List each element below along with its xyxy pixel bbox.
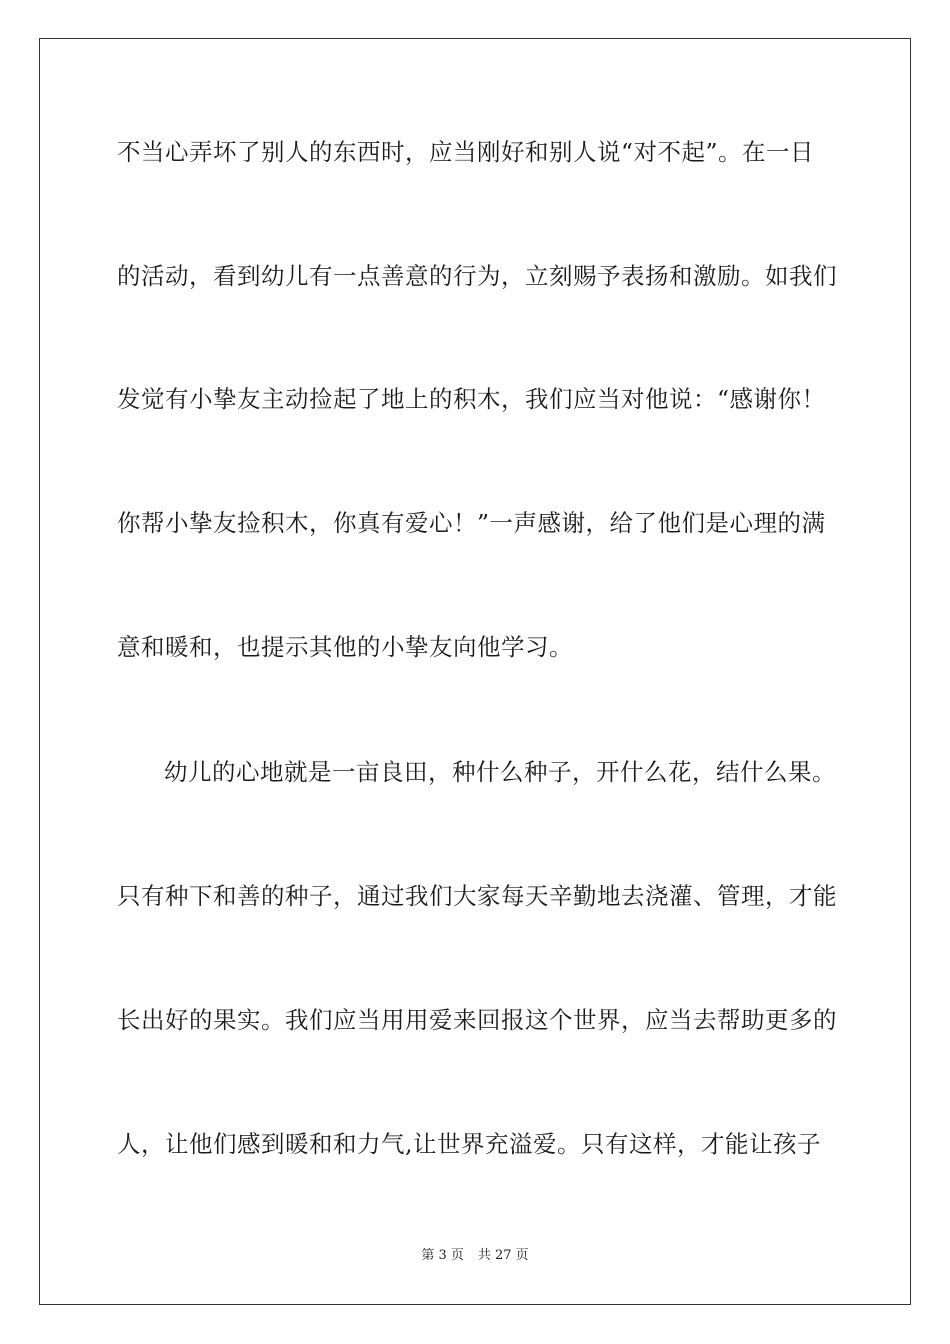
- text-line-1: 不当心弄坏了别人的东西时，应当刚好和别人说“对不起”。在一日: [117, 138, 815, 166]
- text-line-8: 长出好的果实。我们应当用用爱来回报这个世界，应当去帮助更多的: [117, 1006, 837, 1034]
- page-frame: [39, 38, 911, 1305]
- text-line-4: 你帮小挚友捡积木，你真有爱心！”一声感谢，给了他们是心理的满: [117, 509, 826, 537]
- text-line-7: 只有种下和善的种子，通过我们大家每天辛勤地去浇灌、管理，才能: [117, 882, 837, 910]
- page-footer: [0, 1246, 950, 1266]
- text-line-9: 人，让他们感到暖和和力气,让世界充溢爱。只有这样，才能让孩子: [117, 1130, 821, 1158]
- page-number: 第 3 页: [421, 1248, 464, 1263]
- total-pages: 共 27 页: [477, 1248, 529, 1263]
- text-line-3: 发觉有小挚友主动捡起了地上的积木，我们应当对他说：“感谢你！: [117, 385, 826, 413]
- paragraph-start-line: 幼儿的心地就是一亩良田，种什么种子，开什么花，结什么果。: [164, 758, 836, 786]
- text-line-5: 意和暖和，也提示其他的小挚友向他学习。: [117, 633, 573, 661]
- text-line-2: 的活动，看到幼儿有一点善意的行为，立刻赐予表扬和激励。如我们: [117, 262, 837, 290]
